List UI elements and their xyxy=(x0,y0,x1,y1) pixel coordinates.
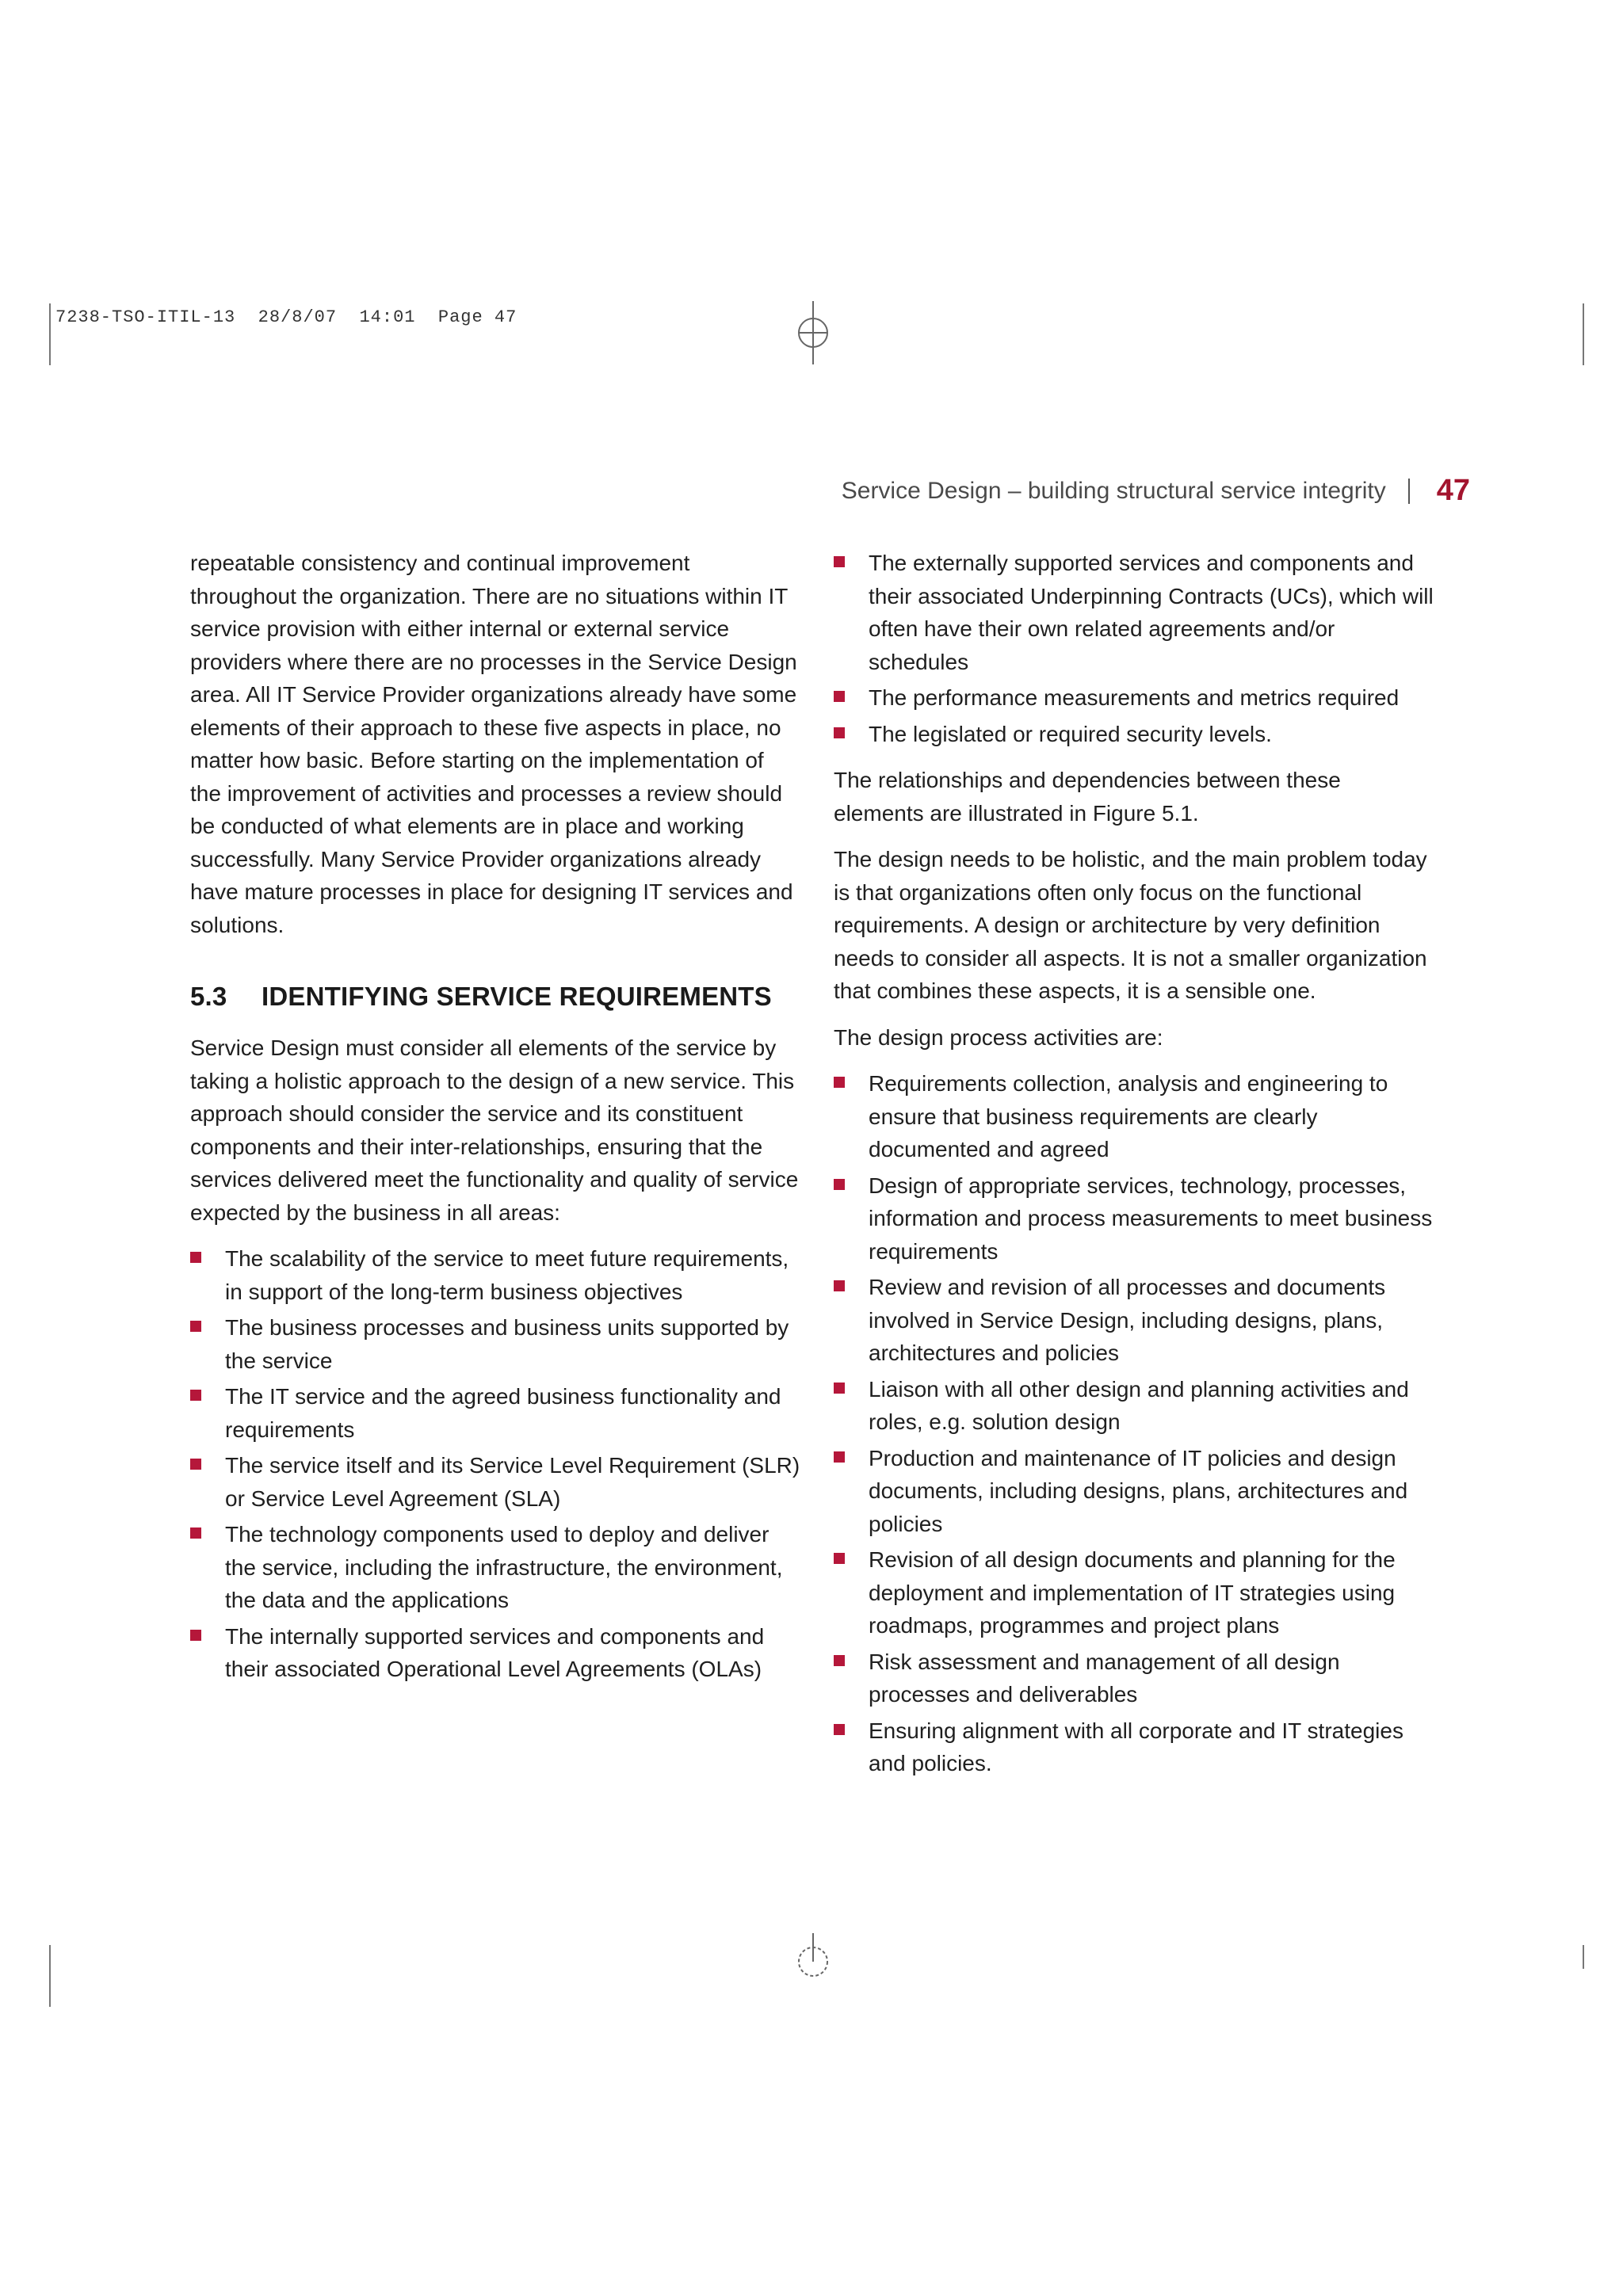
list-item: The internally supported services and components and their associated Operational Level Agreements (OLAs) xyxy=(190,1620,800,1686)
trim-mark-bottom-right xyxy=(1583,1945,1584,1969)
right-column xyxy=(834,547,1436,1794)
bullet-icon xyxy=(834,727,845,738)
list-item: Liaison with all other design and planning activities and roles, e.g. solution design xyxy=(834,1373,1436,1439)
list-item: The business processes and business units supported by the service xyxy=(190,1311,800,1377)
bullet-icon xyxy=(834,1553,845,1564)
bullet-icon xyxy=(190,1252,201,1263)
bullet-icon xyxy=(834,1280,845,1291)
left-column xyxy=(190,547,800,1699)
trim-mark-bottom-left xyxy=(49,1945,51,2007)
list-item: The IT service and the agreed business functionality and requirements xyxy=(190,1380,800,1446)
list-item: The externally supported services and components and their associated Underpinning Contracts (UCs), which will often have their own related agreements and/or schedules xyxy=(834,547,1436,678)
trim-mark-top-right xyxy=(1583,303,1584,365)
section-title: IDENTIFYING SERVICE REQUIREMENTS xyxy=(262,982,772,1011)
service-elements-list xyxy=(190,1242,800,1686)
list-item: Design of appropriate services, technology, processes, information and process measurements to meet business requirements xyxy=(834,1169,1436,1268)
list-item: Risk assessment and management of all design processes and deliverables xyxy=(834,1646,1436,1711)
registration-mark-top-icon xyxy=(794,301,832,364)
bullet-icon xyxy=(190,1390,201,1401)
bullet-icon xyxy=(834,1179,845,1190)
service-elements-list-continued xyxy=(834,547,1436,750)
page-number: 47 xyxy=(1436,474,1470,507)
list-item: The service itself and its Service Level Requirement (SLR) or Service Level Agreement (SLA) xyxy=(190,1449,800,1515)
bullet-icon xyxy=(190,1527,201,1539)
running-head xyxy=(842,474,1470,508)
list-item: Revision of all design documents and planning for the deployment and implementation of IT strategies using roadmaps, programmes and project plans xyxy=(834,1543,1436,1642)
list-item: The technology components used to deploy and deliver the service, including the infrastructure, the environment, the data and the applications xyxy=(190,1518,800,1617)
list-item: Production and maintenance of IT policies and design documents, including designs, plans, architectures and policies xyxy=(834,1442,1436,1541)
running-head-title: Service Design – building structural service integrity xyxy=(841,477,1386,504)
list-item: Requirements collection, analysis and engineering to ensure that business requirements are clearly documented and agreed xyxy=(834,1067,1436,1166)
registration-mark-bottom-icon xyxy=(794,1933,832,1989)
design-activities-list xyxy=(834,1067,1436,1780)
list-item: The legislated or required security levels. xyxy=(834,718,1436,751)
bullet-icon xyxy=(834,1077,845,1088)
list-item: Ensuring alignment with all corporate and IT strategies and policies. xyxy=(834,1714,1436,1780)
bullet-icon xyxy=(834,691,845,702)
print-slug: 7238-TSO-ITIL-13 28/8/07 14:01 Page 47 xyxy=(55,307,517,327)
activities-intro: The design process activities are: xyxy=(834,1024,1163,1050)
bullet-icon xyxy=(834,1383,845,1394)
holistic-design-paragraph: The design needs to be holistic, and the main problem today is that organizations often only focus on the functional requirements. A design or architecture by very definition needs to consider all aspects. It is not a smaller organization that combines these aspects, it is a sensible one. xyxy=(834,847,1427,1003)
bullet-icon xyxy=(190,1459,201,1470)
relationships-paragraph: The relationships and dependencies between these elements are illustrated in Figure 5.1. xyxy=(834,768,1341,826)
bullet-icon xyxy=(834,1724,845,1735)
running-head-divider xyxy=(1408,479,1410,504)
section-heading xyxy=(190,979,800,1014)
section-paragraph: Service Design must consider all elements of the service by taking a holistic approach to the design of a new service. This approach should consider the service and its constituent components and their inter-relationships, ensuring that the services delivered meet the functionality and quality of service expected by the business in all areas: xyxy=(190,1035,799,1225)
trim-mark-top-left xyxy=(49,303,51,365)
bullet-icon xyxy=(190,1630,201,1641)
bullet-icon xyxy=(190,1321,201,1332)
bullet-icon xyxy=(834,1451,845,1463)
list-item: The performance measurements and metrics required xyxy=(834,681,1436,715)
bullet-icon xyxy=(834,556,845,567)
bullet-icon xyxy=(834,1655,845,1666)
section-number: 5.3 xyxy=(190,982,227,1011)
list-item: Review and revision of all processes and documents involved in Service Design, including designs, plans, architectures and policies xyxy=(834,1271,1436,1370)
list-item: The scalability of the service to meet future requirements, in support of the long-term business objectives xyxy=(190,1242,800,1308)
intro-paragraph: repeatable consistency and continual improvement throughout the organization. There are no situations within IT service provision with either internal or external service providers where there are no processes in the Service Design area. All IT Service Provider organizations already have some elements of their approach to these five aspects in place, no matter how basic. Before starting on the implementation of the improvement of activities and processes a review should be conducted of what elements are in place and working successfully. Many Service Provider organizations already have mature processes in place for designing IT services and solutions. xyxy=(190,551,797,937)
